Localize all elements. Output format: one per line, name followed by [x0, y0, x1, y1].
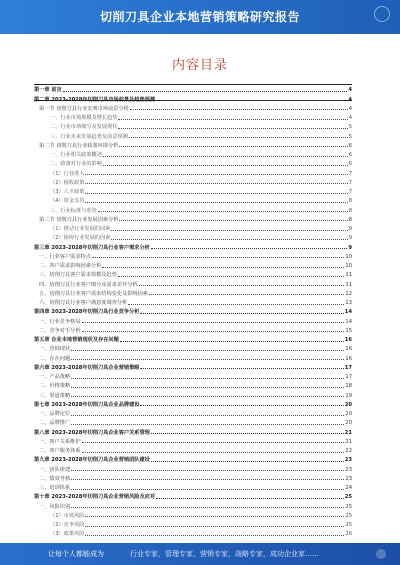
toc-dot-leader [71, 489, 344, 490]
toc-entry-text: 一、风险识别 [39, 503, 71, 510]
toc-entry-page: 4 [348, 96, 352, 103]
toc-entry-text: 一、团队组建 [39, 466, 71, 473]
toc-entry[interactable] [34, 325, 352, 334]
toc-dot-leader [156, 100, 347, 101]
toc-entry-text: 三、行业标准与监管 [50, 207, 97, 214]
toc-entry[interactable] [34, 214, 352, 223]
toc-entry-text: 第十章 2023-2028年切削刀具企业营销风险及应对 [34, 494, 156, 501]
toc-entry[interactable] [34, 232, 352, 241]
toc-entry[interactable] [34, 121, 352, 130]
toc-entry-text: （2）税收政策 [50, 179, 85, 186]
toc-dot-leader [151, 461, 344, 462]
toc-entry[interactable] [34, 362, 352, 371]
toc-entry-text: 二、政策对行业的影响 [50, 161, 102, 168]
toc-entry-text: 第三节 切削刀具行业发展因素分析 [39, 216, 119, 223]
toc-dot-leader [71, 470, 344, 471]
toc-entry[interactable] [34, 491, 352, 500]
toc-dot-leader [71, 350, 344, 351]
toc-dot-leader [85, 174, 347, 175]
toc-entry-page: 4 [348, 115, 352, 121]
toc-entry-text: 第九章 2023-2028年切削刀具企业营销团队建设 [34, 457, 150, 464]
toc-entry-page: 23 [344, 457, 352, 464]
toc-dot-leader [103, 156, 348, 157]
toc-entry[interactable] [34, 288, 352, 297]
toc-entry-page: 18 [345, 383, 352, 390]
toc-entry-text: 第一章 前言 [34, 87, 62, 94]
toc-entry[interactable] [34, 204, 352, 213]
toc-dot-leader [151, 248, 348, 249]
toc-entry-text: 一、营销现状 [39, 346, 71, 353]
toc-entry-text: 一、客户关系维护 [39, 438, 81, 445]
toc-entry-text: （1）市场风险 [50, 512, 85, 519]
toc-entry[interactable] [34, 269, 352, 278]
header-logo-icon [374, 6, 390, 22]
toc-entry[interactable] [34, 130, 352, 139]
toc-dot-leader [85, 526, 344, 527]
toc-dot-leader [85, 516, 344, 517]
toc-entry[interactable] [34, 93, 352, 102]
toc-entry[interactable] [34, 103, 352, 112]
toc-entry-text: 二、存在问题 [39, 355, 71, 362]
toc-entry-text: 二、品牌推广 [39, 420, 71, 427]
toc-dot-leader [140, 313, 343, 314]
toc-entry-text: 第五章 企业本地营销现状及存在问题 [34, 337, 119, 343]
toc-entry-text: 一、行业相关政策概述 [50, 152, 102, 158]
toc-entry-text: 第八章 2023-2028年切削刀具企业客户关系管理 [34, 429, 150, 436]
table-of-contents [34, 84, 352, 537]
toc-entry-page: 4 [348, 105, 352, 112]
footer-decor-icon [376, 549, 386, 559]
toc-dot-leader [92, 257, 345, 258]
toc-entry-page: 25 [345, 503, 352, 510]
toc-entry[interactable] [34, 408, 352, 417]
toc-entry[interactable] [34, 417, 352, 426]
toc-dot-leader [82, 442, 345, 443]
toc-dot-leader [118, 119, 347, 120]
toc-entry-text: （3）人才政策 [50, 189, 85, 195]
toc-entry-text: 第七章 2023-2028年切削刀具企业品牌建设 [34, 401, 140, 408]
toc-entry-page: 13 [345, 300, 352, 306]
toc-dot-leader [119, 220, 347, 221]
toc-entry[interactable] [34, 149, 352, 158]
toc-dot-leader [128, 304, 344, 305]
toc-entry[interactable] [34, 399, 352, 408]
toc-entry[interactable] [34, 426, 352, 435]
toc-entry-page: 12 [345, 290, 352, 297]
toc-entry[interactable] [34, 315, 352, 324]
toc-entry-text: （4）资金支持 [50, 198, 85, 205]
toc-entry-page: 10 [345, 253, 352, 260]
toc-dot-leader [82, 452, 345, 453]
toc-entry-page: 25 [344, 494, 352, 501]
toc-entry-page: 22 [345, 448, 352, 454]
toc-entry-page: 6 [348, 161, 352, 168]
toc-entry[interactable] [34, 334, 352, 343]
toc-entry-page: 9 [348, 244, 352, 251]
toc-dot-leader [102, 267, 344, 268]
toc-entry-text: 第六章 2023-2028年切削刀具企业营销策略 [34, 364, 140, 371]
toc-dot-leader [71, 479, 344, 480]
toc-entry-page: 9 [348, 235, 352, 242]
toc-entry[interactable] [34, 223, 352, 232]
toc-entry-text: （1）推动行业发展的因素 [50, 226, 111, 232]
toc-entry-page: 20 [345, 411, 352, 417]
toc-entry-text: （2）阻碍行业发展的因素 [50, 235, 111, 242]
toc-entry[interactable] [34, 352, 352, 361]
toc-dot-leader [118, 276, 345, 277]
toc-entry[interactable] [34, 241, 352, 250]
toc-entry-text: 三、培训体系 [39, 485, 71, 491]
toc-dot-leader [151, 433, 344, 434]
toc-entry[interactable] [34, 510, 352, 519]
toc-entry[interactable] [34, 306, 352, 315]
toc-dot-leader [130, 109, 348, 110]
toc-entry-text: 二、竞争对手分析 [39, 327, 81, 334]
toc-entry-text: （1）行业准入 [50, 170, 85, 177]
toc-dot-leader [85, 202, 347, 203]
toc-entry-text: 二、行业市场细分及发展现状 [50, 124, 118, 131]
toc-entry-page: 16 [344, 337, 352, 343]
toc-entry-page: 14 [345, 318, 352, 325]
toc-entry-text: 五、切削刀具行业客户需求结构变化及影响因素 [39, 290, 148, 297]
toc-dot-leader [140, 368, 343, 369]
toc-entry-page: 10 [345, 263, 352, 269]
toc-entry-page: 8 [348, 198, 352, 205]
toc-entry-page: 21 [344, 429, 352, 436]
toc-entry-page: 7 [348, 189, 352, 195]
toc-entry-page: 16 [345, 346, 352, 353]
toc-entry-page: 8 [348, 207, 352, 214]
toc-dot-leader [71, 415, 344, 416]
toc-entry-text: 四、切削刀具行业客户细分及需求差异分析 [39, 281, 138, 288]
toc-dot-leader [129, 137, 348, 138]
toc-dot-leader [119, 146, 347, 147]
toc-entry-text: 二、客户需求影响因素分析 [39, 263, 102, 269]
toc-entry-page: 16 [345, 355, 352, 362]
toc-dot-leader [71, 387, 344, 388]
toc-entry-text: 第三章 2023-2028年切削刀具行业客户需求分析 [34, 244, 150, 251]
toc-entry[interactable] [34, 473, 352, 482]
toc-entry-page: 23 [345, 475, 352, 482]
toc-entry[interactable] [34, 380, 352, 389]
toc-entry-text: 一、行业市场规模及增长趋势 [50, 115, 118, 121]
toc-dot-leader [139, 285, 345, 286]
toc-dot-leader [85, 535, 344, 536]
toc-entry[interactable] [34, 84, 352, 93]
toc-dot-leader [103, 165, 348, 166]
toc-entry[interactable] [34, 528, 352, 537]
toc-entry-text: 一、品牌定位 [39, 411, 71, 417]
toc-entry[interactable] [34, 343, 352, 352]
toc-entry-page: 15 [345, 327, 352, 334]
toc-entry-page: 11 [345, 272, 352, 279]
toc-dot-leader [118, 128, 347, 129]
toc-entry-page: 20 [344, 401, 352, 408]
toc-dot-leader [111, 239, 347, 240]
toc-entry-page: 5 [348, 124, 352, 131]
toc-entry-page: 9 [348, 226, 352, 232]
toc-entry[interactable] [34, 371, 352, 380]
toc-entry-page: 5 [348, 133, 352, 140]
toc-dot-leader [85, 183, 347, 184]
toc-entry-text: 一、行业客户需求特点 [39, 253, 91, 260]
toc-entry-page: 7 [348, 170, 352, 177]
toc-entry-text: （3）政策风险 [50, 531, 85, 538]
toc-entry-text: 三、切削刀具客户需求规模及趋势 [39, 272, 117, 279]
toc-entry-text: 第二章 2023-2028年切削刀具市场前景及趋势预测 [34, 96, 156, 103]
toc-entry[interactable] [34, 177, 352, 186]
toc-entry[interactable] [34, 482, 352, 491]
toc-dot-leader [156, 498, 344, 499]
toc-entry[interactable] [34, 251, 352, 260]
toc-entry-page: 17 [344, 364, 352, 371]
toc-dot-leader [98, 211, 348, 212]
toc-entry-text: （2）竞争风险 [50, 522, 85, 528]
toc-heading: 内容目录 [171, 58, 228, 73]
toc-entry[interactable] [34, 389, 352, 398]
toc-dot-leader [82, 322, 345, 323]
toc-dot-leader [140, 405, 343, 406]
toc-entry[interactable] [34, 463, 352, 472]
toc-entry-page: 21 [345, 438, 352, 445]
toc-entry[interactable] [34, 519, 352, 528]
toc-entry-page: 4 [348, 87, 352, 94]
toc-entry-page: 6 [348, 142, 352, 149]
toc-entry-text: 二、绩效考核 [39, 475, 71, 482]
toc-dot-leader [71, 359, 344, 360]
toc-entry[interactable] [34, 297, 352, 306]
toc-entry-text: 第四章 2023-2028年切削刀具行业竞争分析 [34, 309, 140, 316]
toc-entry[interactable] [34, 186, 352, 195]
toc-entry[interactable] [34, 112, 352, 121]
toc-entry[interactable] [34, 260, 352, 269]
toc-entry-page: 6 [348, 152, 352, 158]
toc-entry-page: 23 [345, 466, 352, 473]
toc-dot-leader [85, 193, 347, 194]
toc-entry-text: 三、行业未来发展趋势及前景预测 [50, 133, 128, 140]
toc-dot-leader [82, 331, 345, 332]
toc-entry-page: 17 [345, 374, 352, 380]
toc-entry-page: 14 [344, 309, 352, 316]
toc-dot-leader [63, 91, 348, 92]
toc-entry-text: 一、行业竞争格局 [39, 318, 81, 325]
toc-entry-text: 第二节 切削刀具行业政策环境分析 [39, 142, 119, 149]
toc-dot-leader [120, 341, 344, 342]
toc-dot-leader [71, 424, 344, 425]
toc-entry-text: 二、客户服务体系 [39, 448, 81, 454]
toc-dot-leader [71, 507, 344, 508]
toc-entry[interactable] [34, 436, 352, 445]
page-header-banner [0, 0, 400, 34]
toc-entry[interactable] [34, 278, 352, 287]
toc-entry-text: 三、渠道策略 [39, 392, 71, 399]
toc-entry[interactable] [34, 140, 352, 149]
toc-entry-page: 11 [345, 281, 352, 288]
toc-entry-page: 25 [345, 522, 352, 528]
toc-entry-text: 一、产品策略 [39, 374, 71, 380]
toc-entry-page: 26 [345, 531, 352, 538]
toc-entry-page: 25 [345, 512, 352, 519]
footer-slogan-left: 让每个人都能成为 [48, 550, 104, 558]
page-footer-banner [0, 543, 400, 565]
toc-entry-page: 7 [348, 179, 352, 186]
toc-entry-text: 二、价格策略 [39, 383, 71, 390]
footer-slogan-right: 行业专家，管理专家，营销专家，战略专家，成功企业家…… [130, 550, 319, 558]
toc-entry-text: 六、切削刀具行业客户满意度调查分析 [39, 300, 128, 306]
toc-entry-page: 19 [345, 392, 352, 399]
toc-entry-page: 8 [348, 216, 352, 223]
toc-entry[interactable] [34, 195, 352, 204]
toc-entry[interactable] [34, 158, 352, 167]
toc-dot-leader [111, 230, 347, 231]
toc-entry[interactable] [34, 445, 352, 454]
toc-dot-leader [71, 396, 344, 397]
toc-entry[interactable] [34, 454, 352, 463]
toc-entry[interactable] [34, 167, 352, 176]
toc-dot-leader [71, 378, 344, 379]
toc-entry-page: 20 [345, 420, 352, 427]
toc-entry[interactable] [34, 500, 352, 509]
toc-dot-leader [149, 294, 344, 295]
toc-entry-text: 第一节 切削刀具行业宏观市场前景分析 [39, 105, 129, 112]
toc-entry-page: 24 [345, 485, 352, 491]
report-title: 切削刀具企业本地营销策略研究报告 [99, 10, 300, 24]
